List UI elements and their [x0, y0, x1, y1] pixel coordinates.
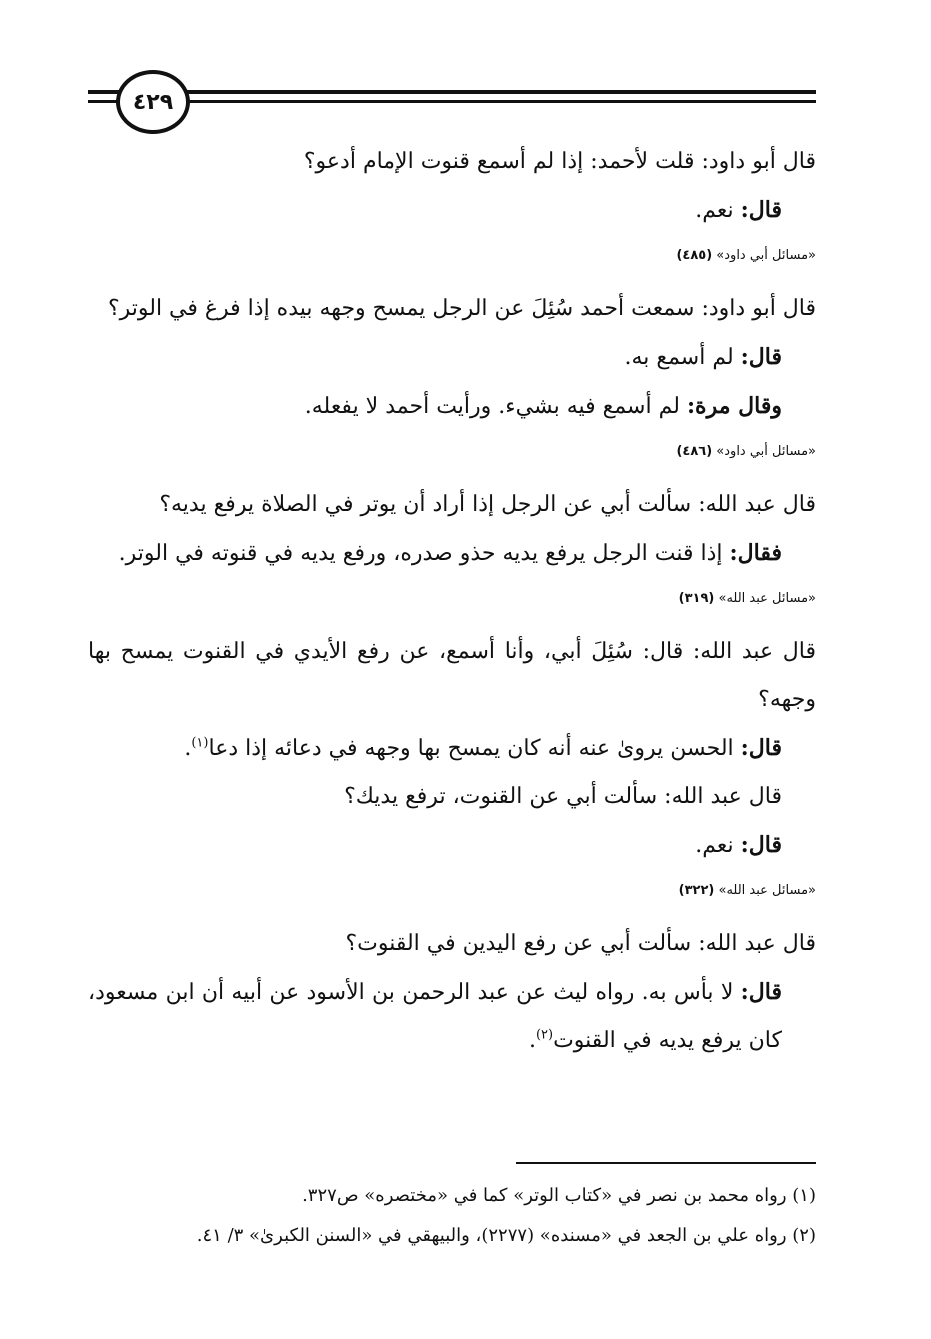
speaker-prefix: فقال:: [729, 540, 782, 566]
page-header: [88, 70, 816, 130]
paragraph-text: نعم.: [695, 198, 741, 223]
paragraph-text: قال عبد الله: قال: سُئِلَ أبي، وأنا أسمع، عن رفع الأيدي في القنوت يمسح بها وجهه؟: [88, 639, 816, 712]
header-rule-bottom: [88, 100, 816, 103]
reference-source: «مسائل أبي داود»: [716, 444, 816, 459]
reference-source: «مسائل أبي داود»: [716, 248, 816, 263]
reference-number: (٤٨٦): [676, 444, 713, 459]
header-rule-top: [88, 90, 816, 94]
question-paragraph: [88, 628, 816, 724]
source-reference: [88, 588, 816, 610]
paragraph-text: لم أسمع به.: [624, 345, 741, 370]
reference-number: (٣٢٢): [678, 883, 715, 898]
answer-paragraph: [88, 382, 816, 431]
footnote-text: رواه علي بن الجعد في «مسنده» (٢٢٧٧)، والبيهقي في «السنن الكبرىٰ» ٣/ ٤١.: [196, 1225, 787, 1246]
answer-paragraph: [88, 333, 816, 382]
reference-source: «مسائل عبد الله»: [718, 883, 816, 898]
speaker-prefix: قال:: [740, 197, 782, 223]
page-body: [88, 138, 816, 1065]
paragraph-text: قال عبد الله: سألت أبي عن رفع اليدين في القنوت؟: [345, 931, 816, 956]
source-reference: [88, 441, 816, 463]
paragraph-text: نعم.: [695, 833, 741, 858]
answer-paragraph: [88, 529, 816, 578]
paragraph-text: قال عبد الله: سألت أبي عن القنوت، ترفع يديك؟: [344, 784, 782, 809]
speaker-prefix: قال:: [740, 344, 782, 370]
question-paragraph: [88, 773, 816, 821]
speaker-prefix: قال:: [740, 832, 782, 858]
question-paragraph: [88, 920, 816, 968]
footnote-marker: (١): [191, 735, 209, 751]
speaker-prefix: وقال مرة:: [686, 393, 782, 419]
paragraph-text: لم أسمع فيه بشيء. ورأيت أحمد لا يفعله.: [304, 394, 687, 419]
footnote: [88, 1176, 816, 1216]
page-number-badge: [116, 70, 190, 134]
paragraph-text: قال أبو داود: قلت لأحمد: إذا لم أسمع قنوت الإمام أدعو؟: [303, 149, 816, 174]
question-paragraph: [88, 481, 816, 529]
question-paragraph: [88, 138, 816, 186]
reference-number: (٣١٩): [678, 591, 715, 606]
speaker-prefix: قال:: [740, 735, 782, 761]
footnote-marker: (٢): [535, 1027, 554, 1043]
speaker-prefix: قال:: [740, 979, 782, 1005]
footnotes: [88, 1176, 816, 1256]
answer-paragraph: [88, 821, 816, 870]
footnote-number: (٢): [792, 1225, 816, 1246]
footnote: [88, 1216, 816, 1256]
reference-number: (٤٨٥): [676, 248, 713, 263]
question-paragraph: [88, 285, 816, 333]
answer-paragraph: [88, 186, 816, 235]
page-number: ٤٢٩: [132, 89, 174, 115]
paragraph-tail: .: [184, 736, 192, 761]
source-reference: [88, 245, 816, 267]
paragraph-text: إذا قنت الرجل يرفع يديه حذو صدره، ورفع يديه في قنوته في الوتر.: [118, 541, 730, 566]
paragraph-text: الحسن يروىٰ عنه أنه كان يمسح بها وجهه في دعائه إذا دعا: [208, 736, 741, 761]
footnote-separator: [516, 1162, 816, 1164]
reference-source: «مسائل عبد الله»: [718, 591, 816, 606]
paragraph-tail: .: [528, 1028, 536, 1053]
footnote-number: (١): [792, 1185, 816, 1206]
source-reference: [88, 880, 816, 902]
paragraph-text: لا بأس به. رواه ليث عن عبد الرحمن بن الأسود عن أبيه أن ابن مسعود، كان يرفع يديه في القنوت: [88, 980, 782, 1053]
answer-paragraph: [88, 968, 816, 1065]
answer-paragraph: [88, 724, 816, 773]
footnote-text: رواه محمد بن نصر في «كتاب الوتر» كما في «مختصره» ص٣٢٧.: [302, 1185, 787, 1206]
paragraph-text: قال عبد الله: سألت أبي عن الرجل إذا أراد أن يوتر في الصلاة يرفع يديه؟: [159, 492, 816, 517]
paragraph-text: قال أبو داود: سمعت أحمد سُئِلَ عن الرجل يمسح وجهه بيده إذا فرغ في الوتر؟: [107, 296, 816, 321]
